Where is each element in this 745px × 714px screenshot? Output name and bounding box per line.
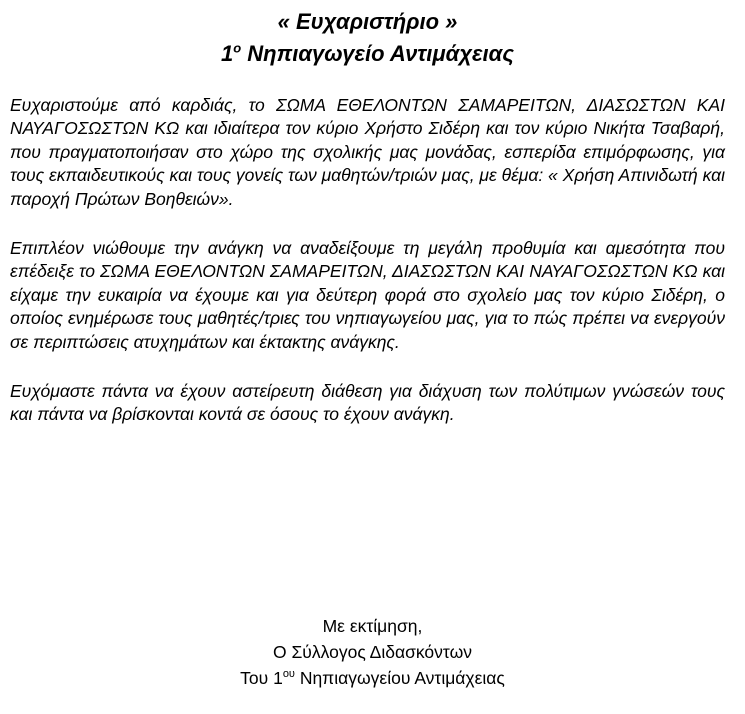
signature-association: Ο Σύλλογος Διδασκόντων	[273, 641, 472, 662]
title-number: 1	[220, 41, 234, 66]
body-paragraph-2: Επιπλέον νιώθουμε την ανάγκη να αναδείξουμε τη μεγάλη προθυμία και αμεσότητα που επέδειξε το ΣΩΜΑ ΕΘΕΛΟΝΤΩΝ ΣΑΜΑΡΕΙΤΩΝ, ΔΙΑΣΩΣΤΩΝ ΚΑΙ ΝΑΥΑΓΟΣΩΣΤΩΝ ΚΩ και είχαμε την ευκαιρία να έχουμε και για δεύτερη φορά στο σχολείο μας τον κύριο Σιδέρη, ο οποίος ενημέρωσε τους μαθητές/τριες του νηπιαγωγείου μας, για το πώς πρέπει να ενεργούν σε περιπτώσεις ατυχημάτων και έκτακτης ανάγκης.	[10, 238, 725, 352]
signature-block	[0, 614, 745, 691]
signature-closing: Με εκτίμηση,	[322, 616, 423, 636]
document-title	[10, 6, 725, 70]
title-ordinal-superscript: ο	[233, 40, 242, 56]
body-paragraph-1: Ευχαριστούμε από καρδιάς, το ΣΩΜΑ ΕΘΕΛΟΝΤΩΝ ΣΑΜΑΡΕΙΤΩΝ, ΔΙΑΣΩΣΤΩΝ ΚΑΙ ΝΑΥΑΓΟΣΩΣΤΩΝ ΚΩ και ιδιαίτερα τον κύριο Χρήστο Σιδέρη και τον κύριο Νικήτα Τσαβαρή, που πραγματοποιήσαν στο χώρο της σχολικής μας μονάδας, εσπερίδα επιμόρφωσης, για τους εκπαιδευτικούς και τους γονείς των μαθητών/τριών μας, με θέμα: « Χρήση Απινιδωτή και παροχή Πρώτων Βοηθειών».	[10, 95, 725, 209]
title-line-1: « Ευχαριστήριο »	[277, 9, 458, 34]
signature-school-suffix: Νηπιαγωγείου Αντιμάχειας	[294, 667, 505, 688]
signature-ordinal-superscript: ου	[282, 667, 295, 680]
title-line-2	[10, 38, 725, 70]
signature-school-prefix: Του 1	[240, 667, 283, 688]
body-paragraph-3: Ευχόμαστε πάντα να έχουν αστείρευτη διάθεση για διάχυση των πολύτιμων γνώσεών τους και πάντα να βρίσκονται κοντά σε όσους το έχουν ανάγκη.	[10, 381, 725, 425]
title-school-name: Νηπιαγωγείο Αντιμάχειας	[241, 41, 515, 66]
signature-school	[0, 666, 745, 692]
